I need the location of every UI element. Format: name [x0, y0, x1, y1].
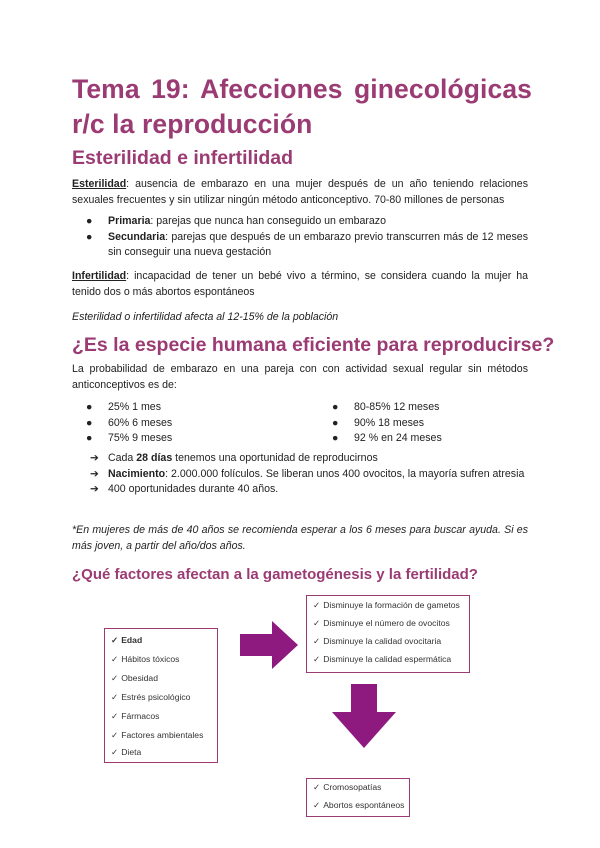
arrow-right-icon: ➔: [90, 467, 99, 480]
reproduction-facts-list: [90, 451, 528, 498]
outcome-item: ✓ Cromosopatías: [313, 782, 382, 792]
esterilidad-term: Esterilidad: [72, 178, 127, 190]
factor-item: ✓ Obesidad: [111, 673, 158, 683]
arrow-right-icon: ➔: [90, 452, 99, 464]
heading-factores: ¿Qué factores afectan a la gametogénesis y la fertilidad?: [72, 566, 478, 583]
page-title: [72, 72, 532, 142]
check-icon: ✓: [111, 730, 119, 740]
title-line-1: Tema 19: Afecciones ginecológicas: [72, 74, 532, 104]
infertilidad-text: : incapacidad de tener un bebé vivo a término, se considera cuando la mujer ha tenido dos o más abortos espontáneos: [72, 270, 528, 298]
bullet-icon: ●: [332, 432, 339, 444]
list-item: ● Primaria: parejas que nunca han conseguido un embarazo: [72, 214, 528, 230]
check-icon: ✓: [111, 692, 119, 702]
check-icon: ✓: [111, 654, 119, 664]
esterilidad-types-list: [72, 214, 528, 261]
arrow-right-icon: ➔: [90, 483, 99, 495]
outcome-item: ✓ Abortos espontáneos: [313, 800, 405, 810]
effects-box: [306, 595, 470, 673]
check-icon: ✓: [111, 635, 119, 645]
bullet-icon: ●: [86, 230, 93, 243]
effect-item: ✓ Disminuye el número de ovocitos: [313, 618, 450, 628]
check-icon: ✓: [313, 636, 321, 646]
effect-item: ✓ Disminuye la formación de gametos: [313, 600, 460, 610]
check-icon: ✓: [313, 800, 321, 810]
probability-intro: La probabilidad de embarazo en una pareja con con actividad sexual regular sin métodos anticonceptivos es de:: [72, 363, 528, 391]
probability-list-col2: [318, 400, 528, 447]
factor-item: ✓ Estrés psicológico: [111, 692, 191, 702]
prevalence-note: Esterilidad o infertilidad afecta al 12-15% de la población: [72, 311, 339, 323]
effect-item: ✓ Disminuye la calidad ovocitaria: [313, 636, 442, 646]
heading-eficiencia: ¿Es la especie humana eficiente para reproducirse?: [72, 334, 555, 356]
check-icon: ✓: [111, 747, 119, 757]
list-item: ➔ Nacimiento: 2.000.000 folículos. Se liberan unos 400 ovocitos, la mayoría sufren atresia: [90, 467, 528, 483]
effect-item: ✓ Disminuye la calidad espermática: [313, 654, 452, 664]
arrow-right-large-icon: [240, 621, 298, 669]
infertilidad-term: Infertilidad: [72, 270, 127, 282]
list-item: ● 90% 18 meses: [318, 416, 528, 432]
list-item: ➔ Cada 28 días tenemos una oportunidad de reproducirnos: [90, 451, 528, 467]
factor-item: ✓ Factores ambientales: [111, 730, 204, 740]
list-item: ● 80-85% 12 meses: [318, 400, 528, 416]
factors-box: [104, 628, 218, 763]
check-icon: ✓: [111, 711, 119, 721]
factor-item: ✓ Fármacos: [111, 711, 160, 721]
check-icon: ✓: [313, 654, 321, 664]
list-item: ● 60% 6 meses: [72, 416, 312, 432]
factor-item: ✓ Dieta: [111, 747, 142, 757]
bullet-icon: ●: [332, 416, 339, 429]
check-icon: ✓: [111, 673, 119, 683]
check-icon: ✓: [313, 618, 321, 628]
bullet-icon: ●: [86, 215, 93, 227]
bullet-icon: ●: [86, 401, 93, 413]
list-item: ● 25% 1 mes: [72, 400, 312, 416]
list-item: ● 92 % en 24 meses: [318, 431, 528, 447]
bullet-icon: ●: [86, 432, 93, 444]
list-item: ● Secundaria: parejas que después de un embarazo previo transcurren más de 12 meses sin conseguir una nueva gestación: [86, 230, 528, 258]
factor-item: ✓ Hábitos tóxicos: [111, 654, 180, 664]
arrow-right-shape: [240, 621, 298, 669]
heading-esterilidad: Esterilidad e infertilidad: [72, 147, 294, 169]
esterilidad-text: : ausencia de embarazo en una mujer después de un año teniendo relaciones sexuales frecuentes y sin utilizar ningún método anticonceptivo. 70-80 millones de personas: [72, 178, 528, 206]
esterilidad-definition: [72, 176, 528, 208]
probability-list-col1: [72, 400, 312, 447]
bullet-icon: ●: [332, 401, 339, 413]
check-icon: ✓: [313, 782, 321, 792]
bullet-icon: ●: [86, 416, 93, 429]
outcomes-box: [306, 778, 410, 817]
arrow-down-large-icon: [332, 684, 396, 748]
infertilidad-definition: [72, 268, 528, 300]
check-icon: ✓: [313, 600, 321, 610]
factor-item: ✓ Edad: [111, 635, 143, 645]
title-line-2: r/c la reproducción: [72, 109, 313, 139]
age-note: *En mujeres de más de 40 años se recomienda esperar a los 6 meses para buscar ayuda. Si es más joven, a partir del año/dos años.: [72, 524, 528, 552]
arrow-down-shape: [332, 684, 396, 748]
list-item: ➔ 400 oportunidades durante 40 años.: [90, 482, 528, 498]
list-item: ● 75% 9 meses: [72, 431, 312, 447]
